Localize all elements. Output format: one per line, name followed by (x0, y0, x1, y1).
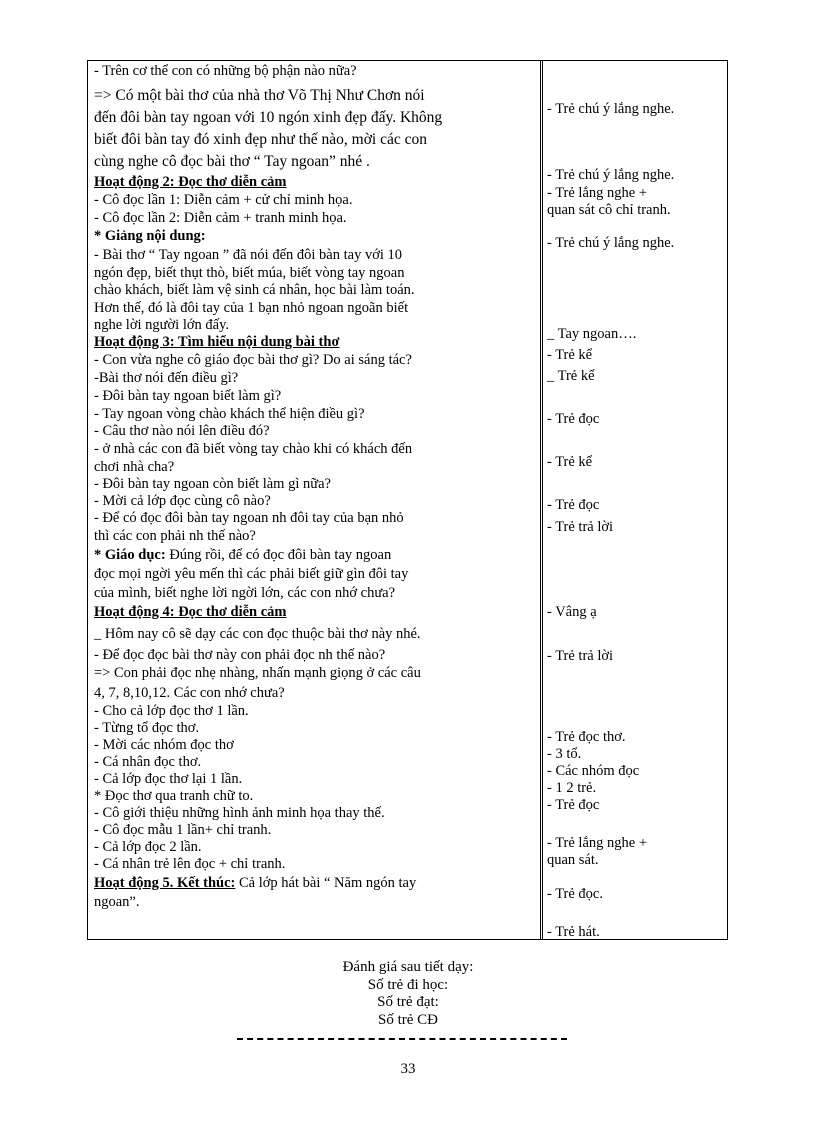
right-line: - Trẻ trả lời (547, 519, 614, 535)
lesson-table (87, 60, 728, 940)
attendance-line: Số trẻ đi học: (367, 977, 449, 993)
left-line: ngoan”. (94, 894, 140, 910)
left-line: đến đôi bàn tay ngoan với 10 ngón xinh đẹp đấy. Không (94, 109, 443, 126)
left-line: nghe lời người lớn đấy. (94, 317, 230, 333)
left-line: -Bài thơ nói đến điều gì? (94, 370, 239, 386)
left-line: biết đôi bàn tay đó xinh đẹp như thế nào, mời các con (94, 131, 427, 148)
right-line: - Trẻ hát. (547, 924, 600, 940)
right-line: - 3 tổ. (547, 746, 582, 762)
left-line: - Cô giới thiệu những hình ảnh minh họa thay thế. (94, 805, 385, 821)
left-line: 4, 7, 8,10,12. Các con nhớ chưa? (94, 685, 285, 701)
right-line: quan sát cô chỉ tranh. (547, 202, 671, 218)
left-line: - Đôi bàn tay ngoan biết làm gì? (94, 388, 282, 404)
right-line: - Trẻ đọc thơ. (547, 729, 626, 745)
left-line: - Trên cơ thể con có những bộ phận nào nữa? (94, 63, 357, 79)
evaluation-title: Đánh giá sau tiết dạy: (342, 959, 474, 975)
right-line: _ Tay ngoan…. (547, 326, 637, 342)
right-line: - Trẻ kể (547, 454, 593, 470)
right-line: - Các nhóm đọc (547, 763, 640, 779)
right-line: quan sát. (547, 852, 599, 868)
separator-line (237, 1038, 567, 1040)
right-line: - Trẻ kể (547, 347, 593, 363)
activity-4-heading: Hoạt động 4: Đọc thơ diễn cảm (94, 604, 287, 620)
left-line: - Cho cả lớp đọc thơ 1 lần. (94, 703, 249, 719)
right-line: - Trẻ đọc (547, 411, 600, 427)
activity-5-text: Cả lớp hát bài “ Năm ngón tay (235, 875, 417, 891)
left-line: - Cá nhân đọc thơ. (94, 754, 202, 770)
right-line: _ Trẻ kể (547, 368, 595, 384)
left-line: - Để có đọc đôi bàn tay ngoan nh đôi tay của bạn nhỏ (94, 510, 404, 526)
left-line: - Cả lớp đọc thơ lại 1 lần. (94, 771, 243, 787)
right-line: - Trẻ trả lời (547, 648, 614, 664)
left-line: - Đôi bàn tay ngoan còn biết làm gì nữa? (94, 476, 331, 492)
right-line: - Trẻ đọc (547, 497, 600, 513)
right-line: - Trẻ đọc. (547, 886, 603, 902)
left-line: - Từng tổ đọc thơ. (94, 720, 200, 736)
education-text: Đúng rồi, để có đọc đôi bàn tay ngoan (165, 547, 392, 563)
left-line: đọc mọi ngời yêu mến thì các phải biết giữ gìn đôi tay (94, 566, 409, 582)
right-line: - Trẻ chú ý lắng nghe. (547, 167, 675, 183)
left-line: - Để đọc đọc bài thơ này con phải đọc nh thế nào? (94, 647, 386, 663)
right-line: - 1 2 trẻ. (547, 780, 597, 796)
right-line: - Trẻ chú ý lắng nghe. (547, 235, 675, 251)
left-line: - Câu thơ nào nói lên điều đó? (94, 423, 270, 439)
right-line: - Trẻ chú ý lắng nghe. (547, 101, 675, 117)
left-line: cùng nghe cô đọc bài thơ “ Tay ngoan” nhé . (94, 153, 370, 170)
activity-5-heading: Hoạt động 5. Kết thúc: (94, 875, 236, 891)
left-line: của mình, biết nghe lời ngời lớn, các con nhớ chưa? (94, 585, 396, 601)
activity-2-heading: Hoạt động 2: Đọc thơ diễn cảm (94, 174, 287, 190)
achieved-line: Số trẻ đạt: (377, 994, 439, 1010)
left-line: - Bài thơ “ Tay ngoan ” đã nói đến đôi bàn tay với 10 (94, 247, 403, 263)
left-line: - Cá nhân trẻ lên đọc + chỉ tranh. (94, 856, 286, 872)
left-line: Hơn thế, đó là đôi tay của 1 bạn nhỏ ngoan ngoãn biết (94, 300, 409, 316)
left-line: - Cô đọc mẫu 1 lần+ chỉ tranh. (94, 822, 272, 838)
left-line: * Đọc thơ qua tranh chữ to. (94, 788, 254, 804)
left-line: => Con phải đọc nhẹ nhàng, nhấn mạnh giọng ở các câu (94, 665, 421, 681)
activity-5-line (94, 875, 416, 892)
right-line: - Trẻ đọc (547, 797, 600, 813)
left-line: - Con vừa nghe cô giáo đọc bài thơ gì? Do ai sáng tác? (94, 352, 412, 368)
left-line: - ở nhà các con đã biết vòng tay chào khi có khách đến (94, 441, 413, 457)
left-line: chào khách, biết làm vệ sinh cá nhân, học bài làm toán. (94, 282, 415, 298)
left-line: - Mời cả lớp đọc cùng cô nào? (94, 493, 271, 509)
right-line: - Trẻ lắng nghe + (547, 185, 648, 201)
not-achieved-line: Số trẻ CĐ (378, 1012, 438, 1028)
left-line: - Cả lớp đọc 2 lần. (94, 839, 202, 855)
left-line: - Mời các nhóm đọc thơ (94, 737, 234, 753)
left-line: - Cô đọc lần 2: Diễn cảm + tranh minh họa. (94, 210, 347, 226)
left-line: _ Hôm nay cô sẽ dạy các con đọc thuộc bài thơ này nhé. (94, 626, 421, 642)
right-line: - Trẻ lắng nghe + (547, 835, 648, 851)
left-line: - Tay ngoan vòng chào khách thể hiện điều gì? (94, 406, 365, 422)
activity-3-heading: Hoạt động 3: Tìm hiểu nội dung bài thơ (94, 334, 340, 350)
left-line: ngón đẹp, biết thụt thò, biết múa, biết vòng tay ngoan (94, 265, 405, 281)
column-divider (540, 61, 543, 939)
left-line: thì các con phải nh thế nào? (94, 528, 256, 544)
left-line: => Có một bài thơ của nhà thơ Võ Thị Như Chơn nói (94, 87, 425, 104)
right-line: - Vâng ạ (547, 604, 597, 620)
page-number: 33 (400, 1061, 416, 1077)
left-line: - Cô đọc lần 1: Diễn cảm + cử chỉ minh họa. (94, 192, 353, 208)
education-label: * Giáo dục: (94, 547, 166, 563)
content-heading: * Giảng nội dung: (94, 228, 206, 244)
left-line: chơi nhà cha? (94, 459, 175, 475)
education-line (94, 547, 391, 564)
